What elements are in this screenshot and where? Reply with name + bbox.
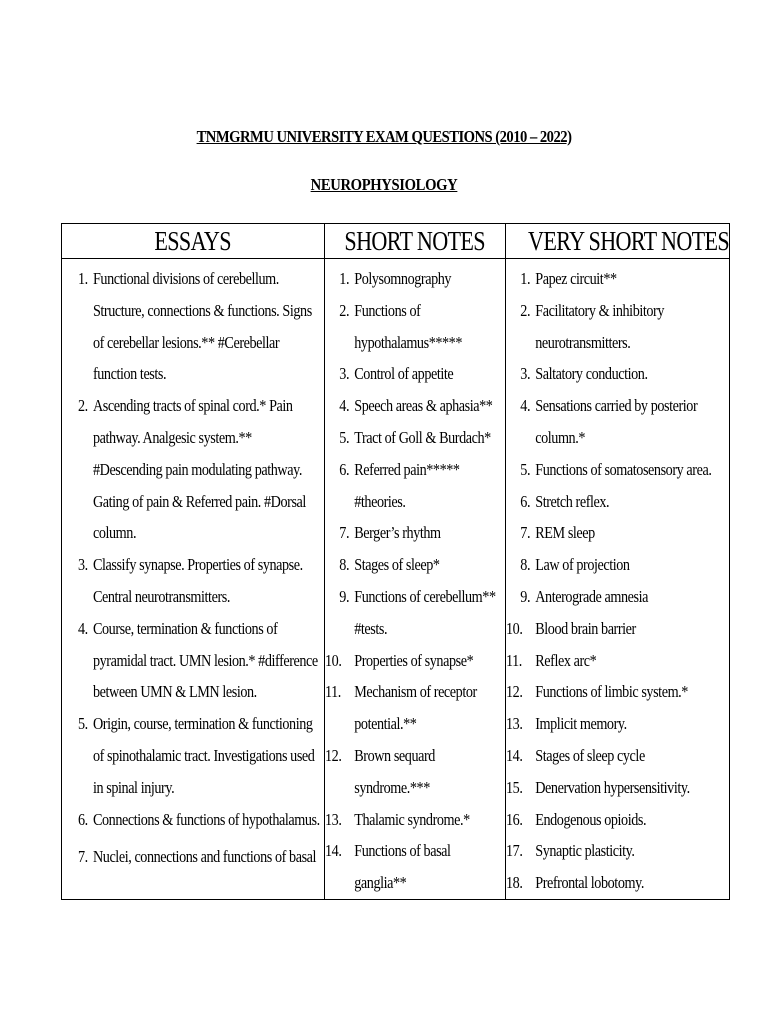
list-item [325,390,505,422]
header-very-short-notes: VERY SHORT NOTES [506,224,730,259]
item-text: Anterograde amnesia [535,586,649,606]
item-text: Saltatory conduction. [535,364,648,384]
list-item [62,613,323,708]
item-number: 1. [520,269,531,288]
item-text: Reflex arc* [535,650,597,670]
item-number: 6. [339,459,350,479]
item-number: 4. [78,618,88,638]
item-text: Course, termination & functions of pyramidal tract. UMN lesion.* #difference between UMN & LMN lesion. [92,618,318,702]
list-item [325,517,505,549]
item-number: 1. [339,269,350,288]
list-item [506,549,728,581]
item-number: 8. [339,555,350,575]
item-text: Implicit memory. [535,714,627,734]
item-text: Connections & functions of hypothalamus. [92,809,320,829]
item-text: Control of appetite [354,364,454,384]
item-text: Stretch reflex. [535,491,610,511]
item-number: 4. [520,396,531,416]
item-number: 12. [506,682,523,702]
item-number: 15. [506,777,523,797]
list-item [506,358,728,390]
item-number: 18. [506,873,523,893]
questions-table [61,223,730,900]
list-item [506,454,728,486]
header-short-notes: SHORT NOTES [325,224,506,259]
list-item [506,295,728,359]
essays-cell [62,259,325,900]
item-text: Thalamic syndrome.* [354,809,470,829]
list-item [325,740,505,804]
item-text: Properties of synapse* [354,650,474,670]
item-text: Functions of hypothalamus***** [354,300,463,352]
list-item [506,645,728,677]
list-item [506,835,728,867]
list-item [325,645,505,677]
item-number: 12. [325,745,342,765]
item-number: 3. [78,555,88,575]
item-number: 17. [506,841,523,861]
essays-list [62,263,323,873]
item-text: Stages of sleep cycle [535,745,645,765]
item-text: Polysomnography [354,269,452,288]
list-item [325,804,505,836]
item-text: Sensations carried by posterior column.* [535,396,698,447]
list-item [506,804,728,836]
item-number: 9. [339,586,350,606]
list-item [62,708,323,803]
list-item [325,422,505,454]
short-notes-list [325,263,505,899]
item-number: 6. [78,809,88,829]
item-text: Papez circuit** [535,269,617,288]
item-text: Referred pain***** #theories. [354,459,460,511]
table-body-row [62,259,730,900]
list-item [506,708,728,740]
list-item [62,841,323,873]
item-text: Berger’s rhythm [354,523,441,543]
item-number: 13. [325,809,342,829]
item-text: Brown sequard syndrome.*** [354,745,435,797]
item-text: Endogenous opioids. [535,809,647,829]
list-item [506,772,728,804]
item-number: 8. [520,555,531,575]
list-item [506,486,728,518]
item-number: 2. [339,300,350,320]
item-text: Nuclei, connections and functions of basal [92,847,317,867]
item-number: 11. [325,682,341,702]
item-text: REM sleep [535,523,595,543]
list-item [506,613,728,645]
list-item [506,867,728,899]
page-subtitle: NEUROPHYSIOLOGY [310,175,458,194]
item-number: 1. [78,269,88,288]
item-number: 16. [506,809,523,829]
item-number: 10. [506,618,523,638]
item-text: Origin, course, termination & functioning of spinothalamic tract. Investigations used in spinal injury. [92,714,315,797]
item-number: 4. [339,396,350,416]
item-text: Denervation hypersensitivity. [535,777,690,797]
list-item [506,390,728,454]
item-number: 5. [339,427,350,447]
list-item [506,676,728,708]
item-number: 2. [520,300,531,320]
list-item [325,263,505,295]
table-header-row [62,224,730,259]
item-text: Facilitatory & inhibitory neurotransmitters. [535,300,665,352]
list-item [325,295,505,359]
list-item [506,740,728,772]
item-text: Functions of limbic system.* [535,682,688,702]
header-essays: ESSAYS [62,224,325,259]
item-number: 10. [325,650,342,670]
list-item [506,581,728,613]
item-number: 9. [520,586,531,606]
item-text: Functions of basal ganglia** [354,841,451,893]
item-number: 3. [339,364,350,384]
item-text: Synaptic plasticity. [535,841,635,861]
item-number: 3. [520,364,531,384]
list-item [62,549,323,613]
list-item [62,804,323,836]
item-text: Blood brain barrier [535,618,636,638]
item-text: Functional divisions of cerebellum. Structure, connections & functions. Signs of cerebellar lesions.** #Cerebellar function tests. [92,269,312,384]
item-text: Speech areas & aphasia** [354,396,493,416]
very-short-notes-list [506,263,728,899]
item-number: 6. [520,491,531,511]
list-item [62,390,323,549]
item-number: 5. [520,459,531,479]
item-number: 7. [339,523,350,543]
item-text: Tract of Goll & Burdach* [354,427,491,447]
item-text: Prefrontal lobotomy. [535,873,644,893]
list-item [325,454,505,518]
list-item [62,263,323,390]
list-item [325,835,505,899]
list-item [325,676,505,740]
item-number: 5. [78,714,88,734]
very-short-notes-cell [506,259,730,900]
list-item [506,517,728,549]
short-notes-cell [325,259,506,900]
item-number: 7. [78,847,88,867]
item-text: Classify synapse. Properties of synapse. Central neurotransmitters. [92,555,303,606]
item-number: 14. [506,745,523,765]
item-text: Functions of somatosensory area. [535,459,712,479]
item-text: Mechanism of receptor potential.** [354,682,477,734]
item-number: 14. [325,841,342,861]
list-item [325,549,505,581]
item-number: 7. [520,523,531,543]
item-text: Ascending tracts of spinal cord.* Pain pathway. Analgesic system.** #Descending pain modulating pathway. Gating of pain & Referred pain. #Dorsal column. [92,396,306,543]
list-item [506,263,728,295]
item-number: 13. [506,714,523,734]
list-item [325,358,505,390]
item-number: 2. [78,396,88,416]
item-number: 11. [506,650,522,670]
list-item [325,581,505,645]
item-text: Stages of sleep* [354,555,440,575]
item-text: Law of projection [535,555,630,575]
page-title: TNMGRMU UNIVERSITY EXAM QUESTIONS (2010 – 2022) [196,127,572,146]
item-text: Functions of cerebellum** #tests. [354,586,496,638]
